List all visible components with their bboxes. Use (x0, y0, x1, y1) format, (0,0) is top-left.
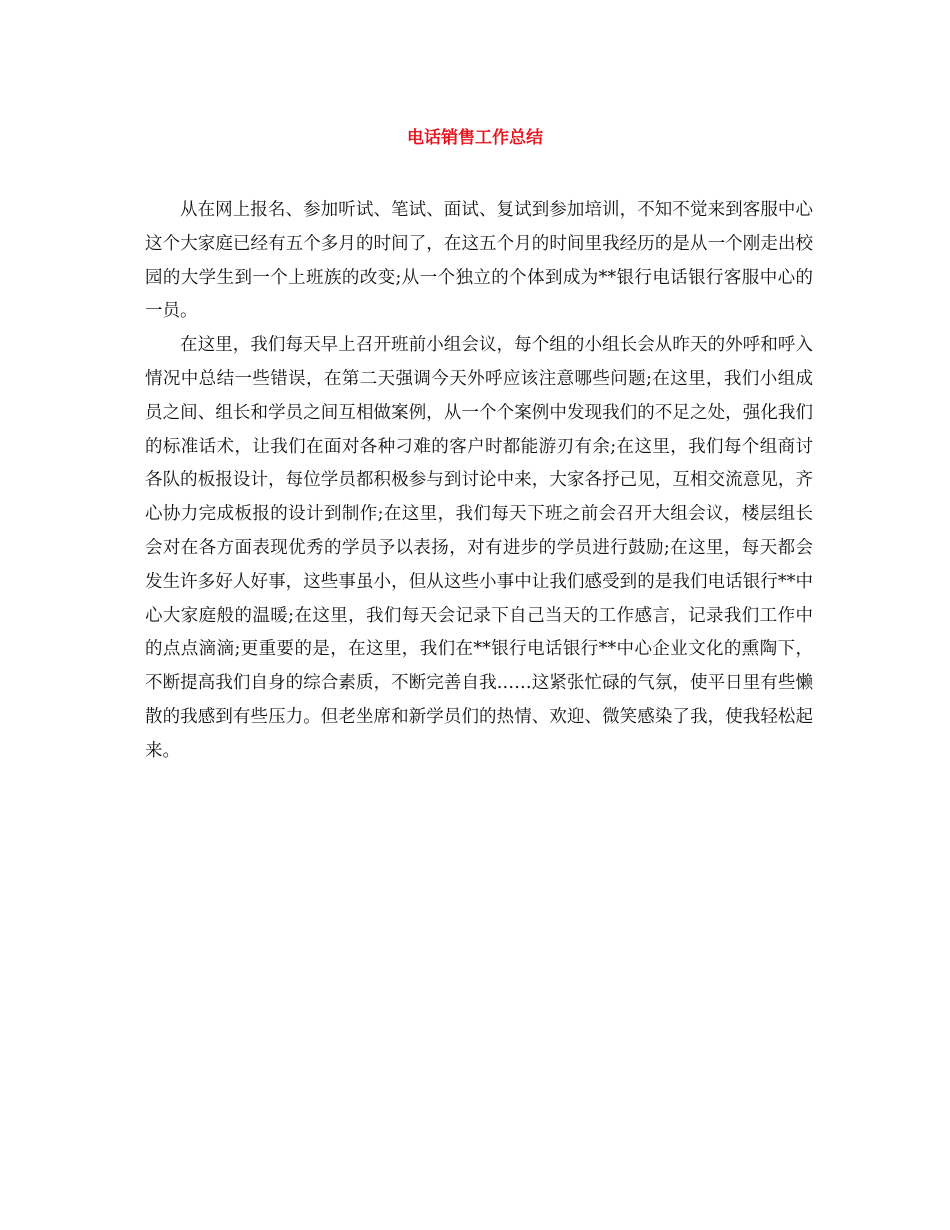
paragraph-2: 在这里，我们每天早上召开班前小组会议，每个组的小组长会从昨天的外呼和呼入情况中总结一些错误，在第二天强调今天外呼应该注意哪些问题;在这里，我们小组成员之间、组长和学员之间互相做案例，从一个个案例中发现我们的不足之处，强化我们的标准话术，让我们在面对各种刁难的客户时都能游刃有余;在这里，我们每个组商讨各队的板报设计，每位学员都积极参与到讨论中来，大家各抒己见，互相交流意见，齐心协力完成板报的设计到制作;在这里，我们每天下班之前会召开大组会议，楼层组长会对在各方面表现优秀的学员予以表扬，对有进步的学员进行鼓励;在这里，每天都会发生许多好人好事，这些事虽小，但从这些小事中让我们感受到的是我们电话银行**中心大家庭般的温暖;在这里，我们每天会记录下自己当天的工作感言，记录我们工作中的点点滴滴;更重要的是，在这里，我们在**银行电话银行**中心企业文化的熏陶下，不断提高我们自身的综合素质，不断完善自我……这紧张忙碌的气氛，使平日里有些懒散的我感到有些压力。但老坐席和新学员们的热情、欢迎、微笑感染了我，使我轻松起来。 (145, 335, 813, 761)
paragraph-1: 从在网上报名、参加听试、笔试、面试、复试到参加培训，不知不觉来到客服中心这个大家庭已经有五个多月的时间了，在这五个月的时间里我经历的是从一个刚走出校园的大学生到一个上班族的改变;从一个独立的个体到成为**银行电话银行客服中心的一员。 (145, 200, 813, 322)
document-body (145, 194, 813, 769)
document-title: 电话销售工作总结 (407, 128, 543, 148)
